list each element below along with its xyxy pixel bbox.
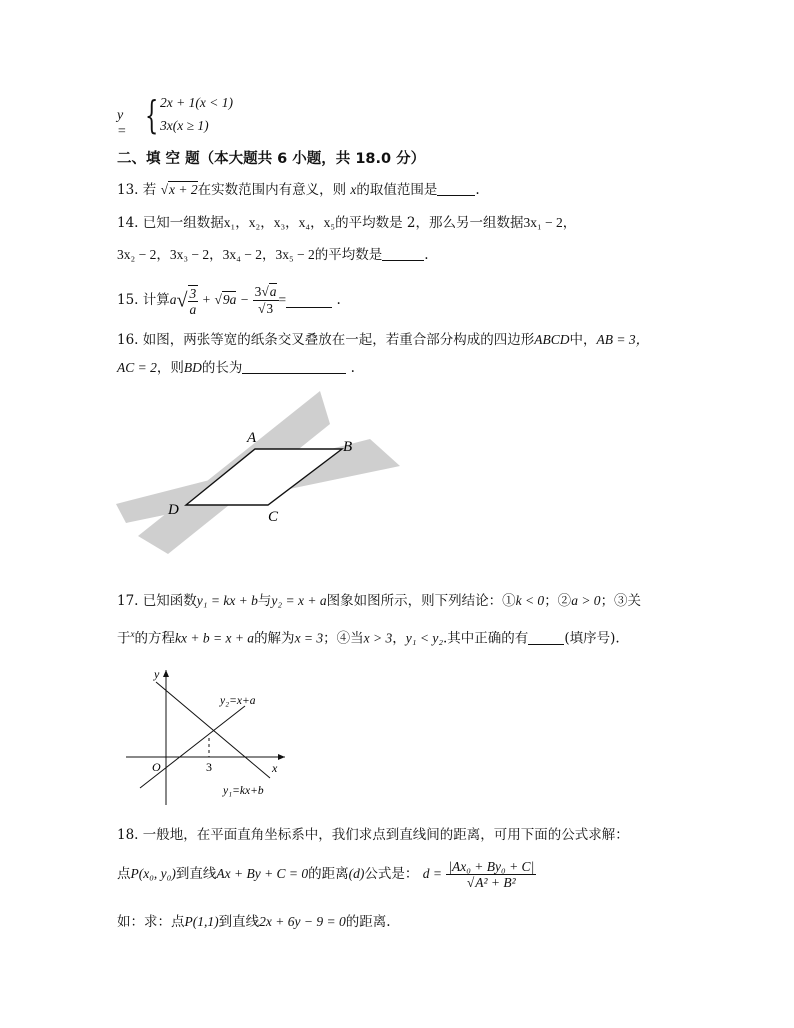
q18-line2-a: 到直线 <box>175 866 217 882</box>
q18-line3-b: 的距离. <box>345 914 391 930</box>
x-axis-arrow <box>278 754 285 760</box>
q15-frac2-coef: 3 <box>254 284 262 299</box>
q17-line2-a: 的方程 <box>134 630 175 647</box>
q17-pre: 已知函数 <box>142 593 197 609</box>
q17-mid: 图象如图所示，则下列结论：① <box>326 593 516 609</box>
q15-minus: − <box>240 292 249 307</box>
q17-sep1: ；② <box>544 593 572 609</box>
q13-tail: 的取值范围是 <box>356 182 438 198</box>
q18-l3: 2x + 6y − 9 = 0 <box>259 914 346 929</box>
q15-frac2-rad: a <box>269 284 277 299</box>
q16-end: . <box>350 360 355 376</box>
question-18-line-2: 点P(x₀, y₀)到直线Ax + By + C = 0的距离(d)公式是： d = $\frac{\text{|Ax₀ + By₀ + C|}}{\text{√A² + B²}}$ <box>117 859 535 890</box>
q15-answer-blank[interactable] <box>286 293 332 308</box>
q16-line2-mid: ，则 <box>156 360 184 376</box>
q13-answer-blank[interactable] <box>437 181 475 196</box>
q17-ineq: y₁ < y₂ <box>405 630 444 646</box>
question-16-line-2 <box>117 359 355 377</box>
q18-linear: Ax + By + C = 0 <box>216 866 309 881</box>
q17-line2-pre: 于 <box>117 630 131 647</box>
question-15: 15. 计算a√ $\frac{3}{a}$ + √9a − $\frac{3√a}{√3}$ = . <box>117 284 341 317</box>
q18-number: 18. <box>117 827 139 843</box>
q15-frac1-num: 3 <box>189 285 197 301</box>
question-17-line-2 <box>117 625 620 648</box>
q16-line1: 如图，两张等宽的纸条交叉叠放在一起，若重合部分构成的四边形 <box>142 332 535 348</box>
q18-point: P(x₀, y₀) <box>130 866 176 881</box>
q15-plus: + <box>202 292 211 307</box>
q17-xvar: x <box>130 629 135 639</box>
question-14-line-2 <box>117 246 429 264</box>
q15-a: a <box>169 292 177 307</box>
q18-line1: 一般地，在平面直角坐标系中，我们求点到直线间的距离，可用下面的公式求解： <box>142 827 629 843</box>
q13-var: x <box>350 182 357 197</box>
q17-c2: a > 0 <box>571 593 601 608</box>
q17-number: 17. <box>117 593 139 609</box>
piecewise-lhs: y = <box>117 108 127 139</box>
piecewise-case-2: 3x(x ≥ 1) <box>160 118 209 133</box>
q16-number: 16. <box>117 332 139 348</box>
q13-radicand: x + 2 <box>169 182 198 197</box>
q13-number: 13. <box>117 182 139 198</box>
q14-pre: 已知一组数据 <box>142 215 224 231</box>
q14-data2: 3x₂ − 2，3x₃ − 2，3x₄ − 2，3x₅ − 2 <box>117 247 315 262</box>
label-d: D <box>168 502 179 518</box>
q18-d: (d) <box>348 866 365 881</box>
question-18-line-3 <box>117 913 391 931</box>
q15-frac2-den: 3 <box>266 301 274 316</box>
q17-f1: y₁ = kx + b <box>196 593 258 608</box>
q15-sqrt2: 9a <box>222 292 237 307</box>
q13-post: 在实数范围内有意义，则 <box>197 182 347 198</box>
q18-line3-a: 到直线 <box>218 914 260 930</box>
q18-line3-pre: 如：求：点 <box>117 914 185 930</box>
q18-dlhs: d = <box>422 866 442 881</box>
q17-cond: x > 3 <box>363 630 393 646</box>
q15-end: . <box>336 292 341 308</box>
label-a: A <box>247 430 257 446</box>
line-y2 <box>140 706 245 788</box>
q14-answer-blank[interactable] <box>382 246 424 261</box>
question-18-line-1 <box>117 826 629 844</box>
section-title: 二、填 空 题（本大题共 6 小题，共 18.0 分） <box>117 151 426 167</box>
q17-c1: k < 0 <box>515 593 545 608</box>
q14-tail: 的平均数是 <box>314 247 383 263</box>
label-y2: y₂=x+a <box>220 695 256 707</box>
question-16-line-1 <box>117 331 649 349</box>
q16-ab: AB = 3， <box>596 332 650 347</box>
q17-sep2: ；③关 <box>600 593 642 609</box>
question-17-line-1 <box>117 592 641 610</box>
q17-graph <box>120 660 290 810</box>
q16-figure <box>110 386 410 556</box>
q18-numerator: |Ax₀ + By₀ + C| <box>448 859 535 874</box>
y-axis-arrow <box>163 670 169 677</box>
q17-f2: y₂ = x + a <box>271 593 327 608</box>
q16-answer-blank[interactable] <box>242 359 346 374</box>
q17-eqn: kx + b = x + a <box>175 630 255 646</box>
q16-line1-mid: 中， <box>569 332 597 348</box>
q13-end: . <box>475 182 480 198</box>
q16-bd: BD <box>183 360 202 375</box>
label-y1: y₁=kx+b <box>223 785 264 797</box>
piecewise-case-1: 2x + 1(x < 1) <box>160 95 233 110</box>
q16-ac: AC = 2 <box>117 360 157 375</box>
q18-line2-pre: 点 <box>117 866 131 882</box>
q17-line2-b: 的解为 <box>254 630 295 647</box>
q17-and: 与 <box>257 593 272 609</box>
q14-end: . <box>424 247 429 263</box>
y-axis-label: y <box>154 667 160 681</box>
q17-comma: ， <box>392 630 406 647</box>
label-c: C <box>268 509 279 525</box>
q18-denominator: A² + B² <box>475 875 516 890</box>
q15-eq: = <box>278 292 287 307</box>
q17-sol: x = 3 <box>294 630 324 646</box>
q13-pre: 若 <box>142 182 157 198</box>
q18-line2-c: 公式是： <box>364 866 419 882</box>
q18-line2-b: 的距离 <box>308 866 349 882</box>
q16-line2-tail: 的长为 <box>201 360 243 376</box>
origin-label: O <box>152 760 161 774</box>
q18-p11: P(1,1) <box>184 914 219 929</box>
q14-mid: 的平均数是 2，那么另一组数据 <box>335 215 524 231</box>
q14-line1-end: 3x₁ − 2， <box>523 215 577 230</box>
label-b: B <box>343 439 353 455</box>
q17-line2-e: (填序号). <box>564 630 620 647</box>
q15-frac1-den: a <box>189 301 197 317</box>
q17-line2-c: ；④当 <box>323 630 364 647</box>
x-axis-label: x <box>272 761 278 775</box>
q16-quad: ABCD <box>534 332 570 347</box>
question-14-line-1 <box>117 214 576 232</box>
brace: { <box>145 93 159 137</box>
q17-line2-d: .其中正确的有 <box>443 630 529 647</box>
q17-answer-blank[interactable] <box>528 630 564 645</box>
q15-number: 15. <box>117 292 139 308</box>
q14-number: 14. <box>117 215 139 231</box>
question-13: 13. 若 √x + 2在实数范围内有意义，则 x的取值范围是 . <box>117 182 480 198</box>
tick-3-label: 3 <box>206 760 212 774</box>
q14-data1: x₁，x₂，x₃，x₄，x₅ <box>223 215 336 230</box>
q15-pre: 计算 <box>142 292 170 308</box>
